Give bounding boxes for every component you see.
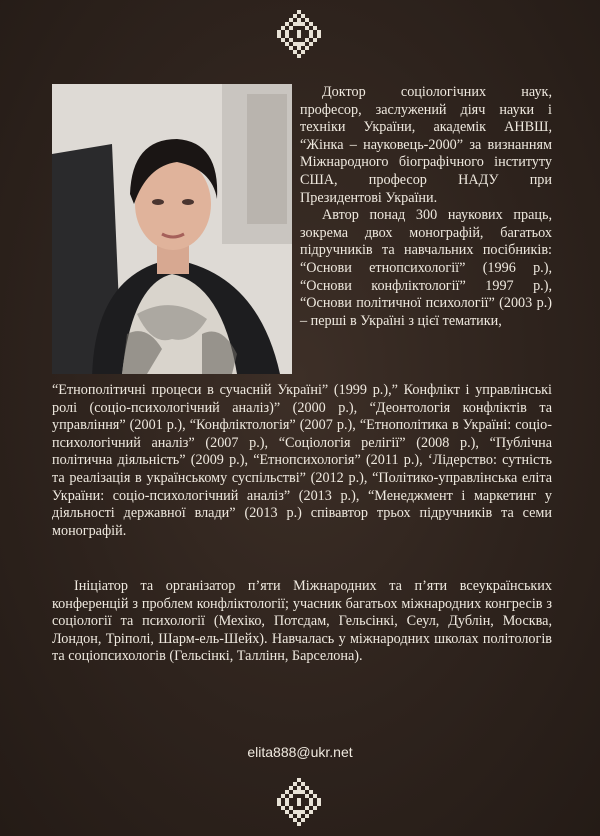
bio-intro-column bbox=[300, 84, 552, 330]
bio-intro-paragraph: Доктор соціологічних наук, професор, заслужений діяч науки і техніки України, академік АНВШ, “Жінка – науковець-2000” за визнанням Міжнародного біографічного інституту США, професор НАДУ при Президентові України. bbox=[300, 84, 552, 206]
works-paragraph-continuation: “Етнополітичні процеси в сучасній Україні” (1999 р.),” Конфлікт і управлінські ролі (соціо-психологічний аналіз)” (2000 р.), “Деонтологія конфліктів та управління” (2001 р.), “Конфліктологія” (2007 р.), “Етнополітика в Україні: соціо-психологічний аналіз” (2007 р.), “Соціологія релігії” (2008 р.), “Публічна політична діяльність” (2009 р.), “Етнопсихологія” (2011 р.), ‘Лідерство: сутність та реалізація в українському суспільстві” (2012 р.), “Політико-управлінська еліта України: соціо-психологічний аналіз” (2013 р.), “Менеджмент і маркетинг у діяльності державної влади” (2013 р.) співавтор трьох підручників та семи монографій. bbox=[52, 382, 552, 539]
contact-email[interactable]: elita888@ukr.net bbox=[247, 744, 353, 760]
conferences-block bbox=[52, 578, 552, 666]
top-ornament-icon bbox=[275, 10, 323, 58]
conferences-paragraph: Ініціатор та організатор п’яти Міжнародних та п’яти всеукраїнських конференцій з проблем конфліктології; учасник багатьох міжнародних конгресів з соціології та психології (Мехіко, Потсдам, Гельсінкі, Сеул, Дублін, Москва, Лондон, Тріполі, Шарм-ель-Шейх). Навчалась у міжнародних школах політологів та соціопсихологів (Гельсінкі, Таллінн, Барселона). bbox=[52, 578, 552, 665]
portrait-photo bbox=[52, 84, 292, 374]
works-paragraph-start: Автор понад 300 наукових праць, зокрема двох монографій, багатьох підручників та навчальних посібників: “Основи етнопсихології” (1996 р.), “Основи конфліктології” 1997 р.), “Основи політичної психології” (2003 р.) – перші в Україні з цієї тематики, bbox=[300, 207, 552, 329]
works-continuation bbox=[52, 382, 552, 540]
bottom-ornament-icon bbox=[275, 778, 323, 826]
